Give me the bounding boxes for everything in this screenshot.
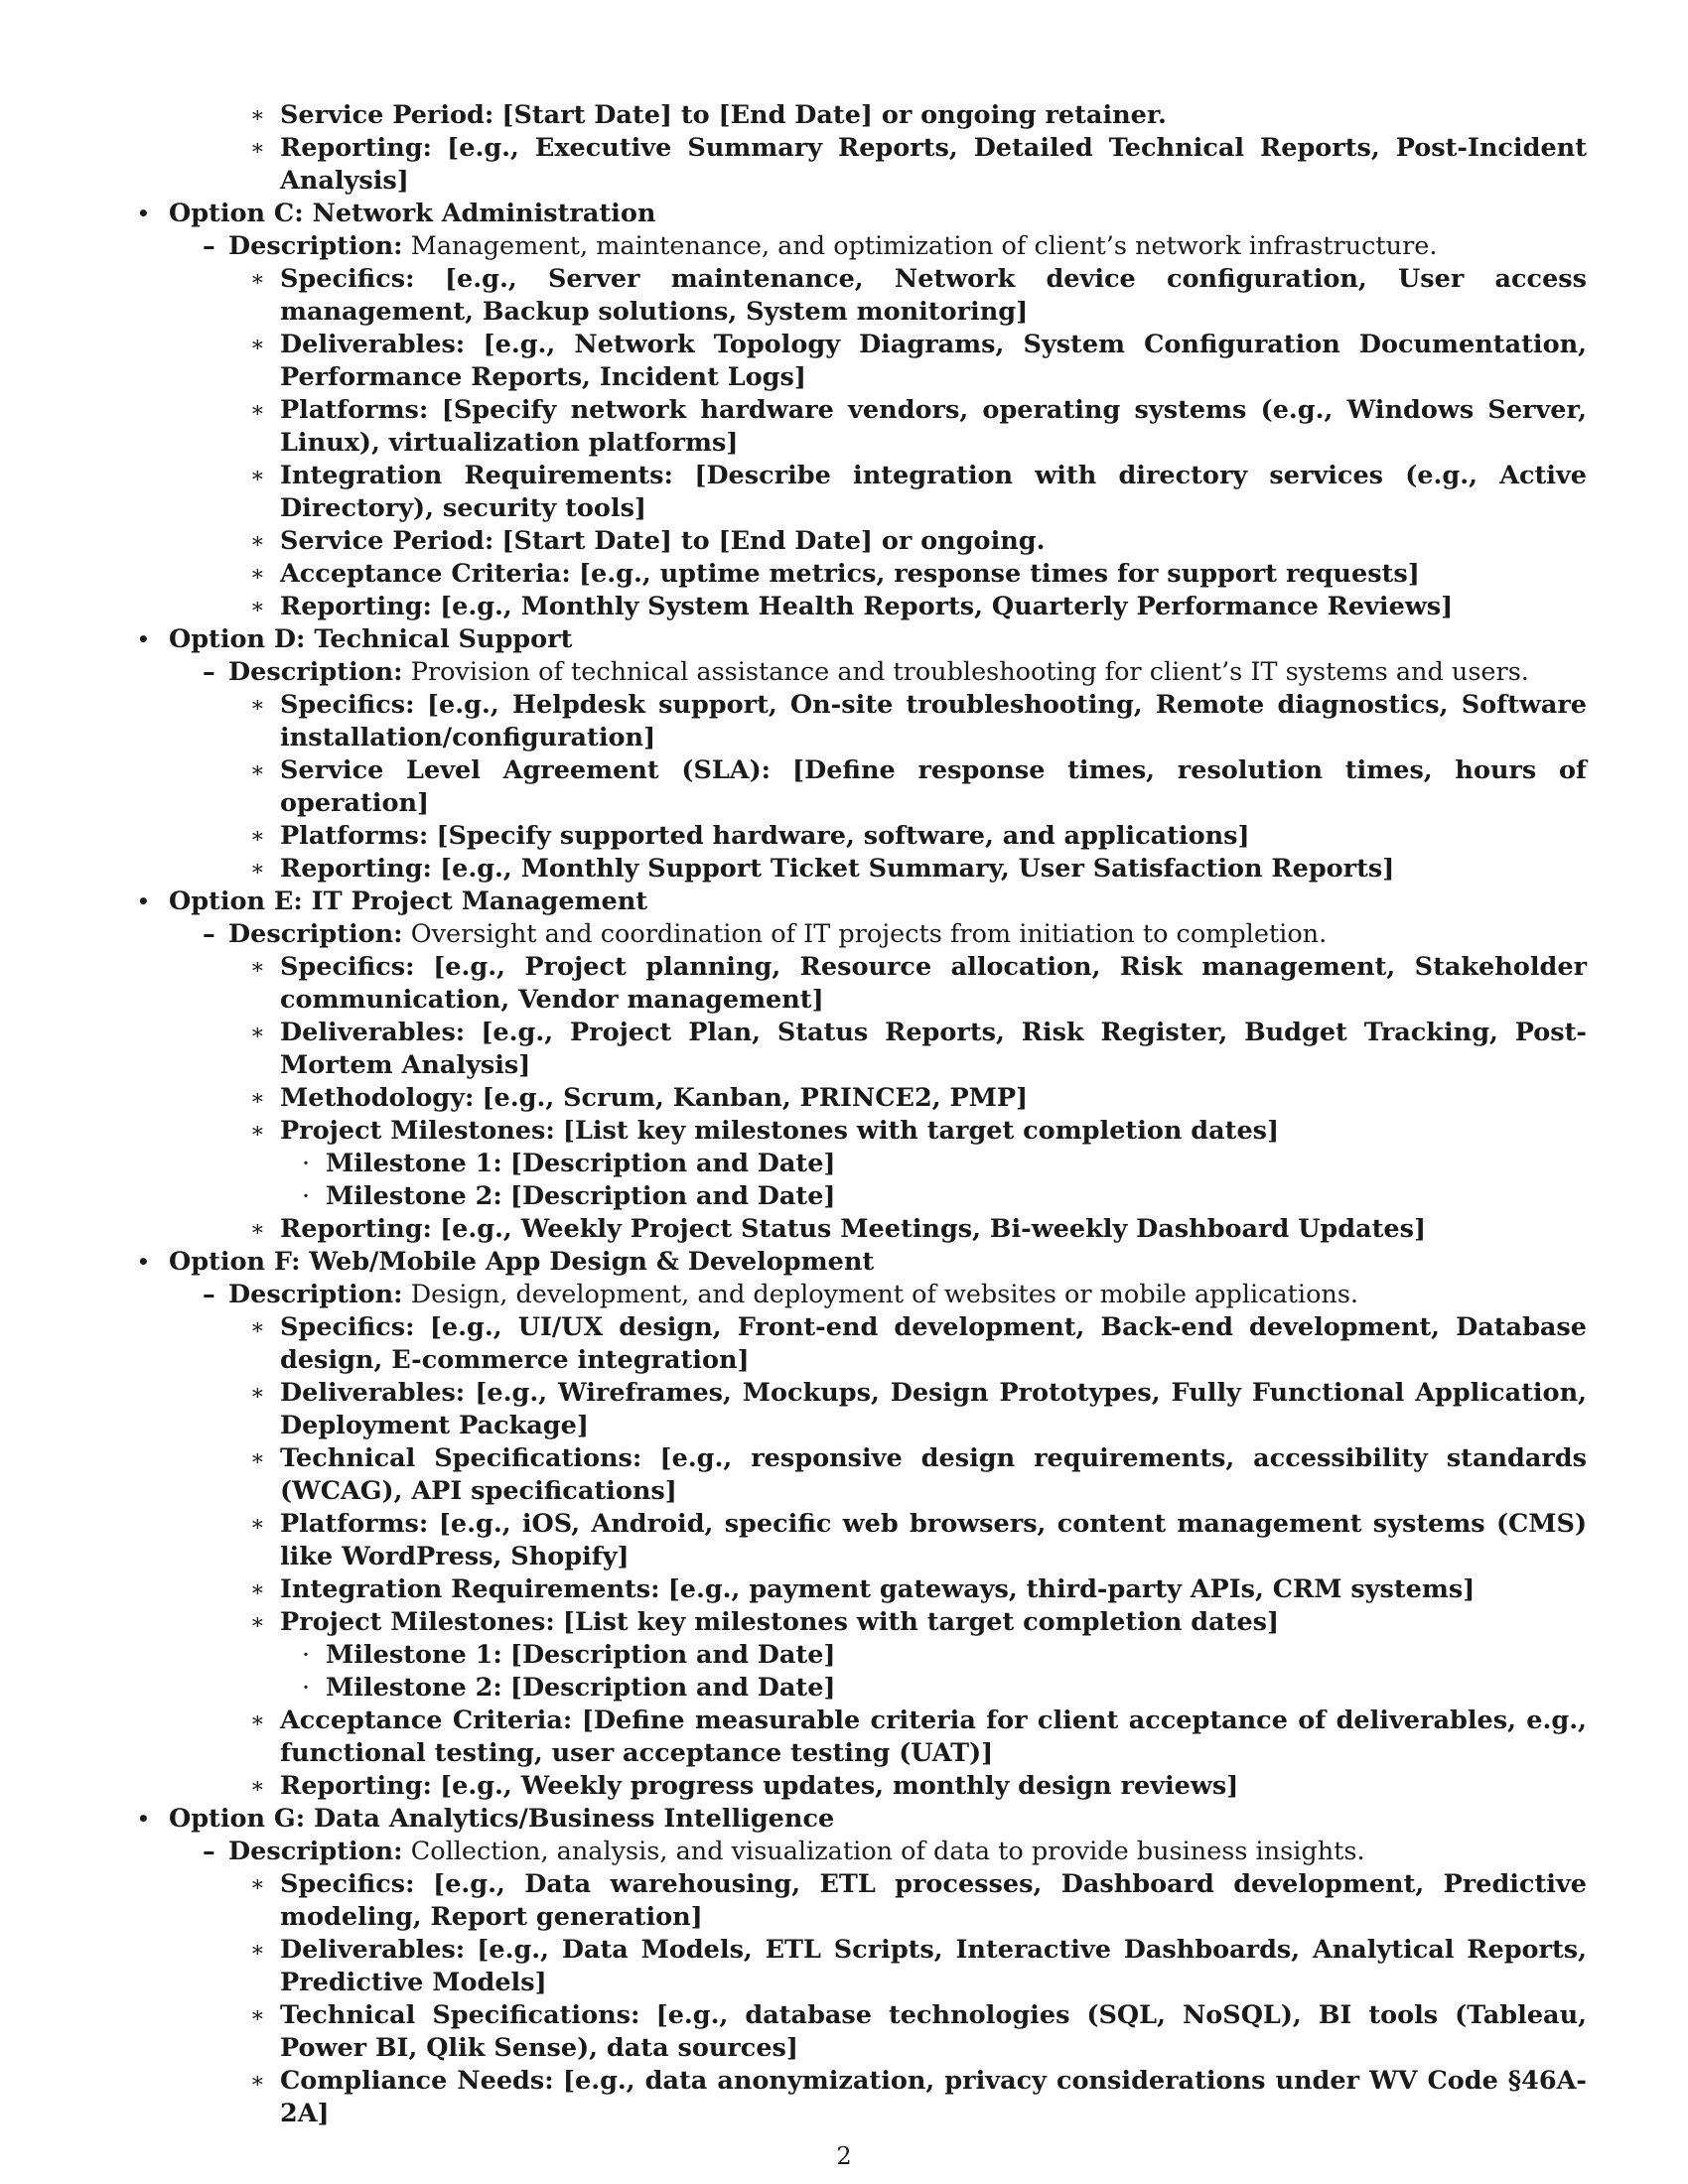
item-text: Oversight and coordination of IT projects from initiation to completion. [410, 919, 1328, 949]
item-text: [e.g., payment gateways, third-party APIs, CRM systems] [667, 1574, 1476, 1604]
option-detail [137, 1508, 1587, 1573]
bullet-marker: • [137, 202, 150, 225]
item-text: [Define response times, resolution times, hours of operation] [280, 755, 1587, 818]
option-heading [137, 1803, 1587, 1836]
option-detail [137, 1115, 1587, 1148]
bullet-marker: ∗ [250, 267, 265, 292]
bullet-marker: ∗ [250, 1446, 265, 1471]
option-description [137, 230, 1587, 263]
item-label: Deliverables: [280, 1018, 466, 1047]
option-detail [137, 591, 1587, 623]
option-detail [137, 1934, 1587, 1999]
option-description [137, 1836, 1587, 1868]
item-text: [e.g., Server maintenance, Network device configuration, User access management, Backup solutions, System monitoring] [280, 264, 1587, 327]
bullet-marker: ∗ [250, 136, 265, 161]
option-detail [137, 394, 1587, 460]
bullet-marker: ∗ [250, 562, 265, 587]
item-label: Platforms: [280, 821, 429, 851]
item-label: Acceptance Criteria: [280, 1706, 573, 1735]
bullet-marker: · [302, 1673, 311, 1703]
item-label: Acceptance Criteria: [280, 559, 571, 589]
option-detail [137, 1770, 1587, 1803]
option-detail [137, 525, 1587, 558]
item-text: [List key milestones with target completion dates] [562, 1607, 1280, 1637]
item-label: Platforms: [280, 395, 429, 425]
bullet-marker: ∗ [250, 857, 265, 882]
item-text: [e.g., Project planning, Resource allocation, Risk management, Stakeholder communication, Vendor management] [280, 952, 1588, 1015]
bullet-marker: ∗ [250, 824, 265, 849]
option-detail [137, 1442, 1587, 1508]
bullet-marker: · [302, 1149, 311, 1178]
item-label: Technical Specifications: [280, 1443, 642, 1473]
item-label: Service Level Agreement (SLA): [280, 755, 772, 785]
option-heading [137, 1246, 1587, 1279]
option-detail [137, 132, 1587, 198]
item-label: Description: [228, 657, 403, 687]
item-label: Reporting: [280, 133, 432, 163]
bullet-marker: ∗ [250, 595, 265, 619]
bullet-marker: ∗ [250, 2069, 265, 2094]
bullet-marker: ∗ [250, 1512, 265, 1537]
item-label: Milestone 2: [326, 1673, 502, 1703]
bullet-marker: · [302, 1640, 311, 1670]
item-label: Milestone 1: [326, 1640, 502, 1670]
item-text: [e.g., Data warehousing, ETL processes, Dashboard development, Predictive modeling, Report generation] [280, 1869, 1588, 1932]
item-text: [e.g., Data Models, ETL Scripts, Interactive Dashboards, Analytical Reports, Predictive Models] [280, 1935, 1588, 1997]
bullet-marker: ∗ [250, 1610, 265, 1635]
item-text: Provision of technical assistance and troubleshooting for client’s IT systems and users. [410, 657, 1529, 687]
item-label: Option C: Network Administration [169, 199, 656, 228]
item-text: Collection, analysis, and visualization of data to provide business insights. [410, 1837, 1365, 1866]
option-detail [137, 1213, 1587, 1246]
milestone-item [137, 1639, 1587, 1672]
bullet-marker: ∗ [250, 1774, 265, 1799]
service-options-list [137, 99, 1587, 2130]
option-detail [137, 951, 1587, 1017]
item-label: Deliverables: [280, 1378, 466, 1408]
item-text: [e.g., uptime metrics, response times for support requests] [578, 559, 1420, 589]
option-detail [137, 689, 1587, 754]
item-text: [e.g., Weekly Project Status Meetings, Bi-weekly Dashboard Updates] [440, 1214, 1427, 1244]
bullet-marker: ∗ [250, 1872, 265, 1897]
bullet-marker: ∗ [250, 103, 265, 128]
item-label: Milestone 1: [326, 1149, 502, 1178]
item-text: [e.g., responsive design requirements, accessibility standards (WCAG), API specifications] [280, 1443, 1587, 1506]
option-detail [137, 99, 1587, 132]
option-heading [137, 886, 1587, 918]
item-label: Project Milestones: [280, 1116, 555, 1146]
item-label: Technical Specifications: [280, 2000, 640, 2030]
bullet-marker: • [137, 889, 150, 913]
item-label: Service Period: [280, 526, 494, 556]
option-detail [137, 754, 1587, 820]
item-text: [e.g., iOS, Android, specific web browsers, content management systems (CMS) like WordPress, Shopify] [280, 1509, 1588, 1571]
item-label: Option E: IT Project Management [169, 887, 648, 916]
item-label: Specifics: [280, 690, 415, 720]
item-text: [e.g., Network Topology Diagrams, System Configuration Documentation, Performance Reports, Incident Logs] [280, 330, 1587, 392]
item-text: [Start Date] to [End Date] or ongoing retainer. [501, 100, 1167, 130]
item-label: Option F: Web/Mobile App Design & Development [169, 1247, 875, 1277]
milestone-item [137, 1180, 1587, 1213]
bullet-marker: – [203, 657, 215, 687]
item-label: Integration Requirements: [280, 1574, 660, 1604]
item-label: Specifics: [280, 1869, 415, 1899]
option-heading [137, 623, 1587, 656]
item-text: [e.g., UI/UX design, Front-end development, Back-end development, Database design, E-commerce integration] [280, 1312, 1588, 1375]
option-detail [137, 460, 1587, 525]
bullet-marker: – [203, 919, 215, 949]
option-detail [137, 1606, 1587, 1639]
item-label: Reporting: [280, 1214, 432, 1244]
item-label: Reporting: [280, 1771, 432, 1801]
bullet-marker: ∗ [250, 1708, 265, 1733]
bullet-marker: – [203, 1280, 215, 1309]
item-text: Design, development, and deployment of websites or mobile applications. [410, 1280, 1359, 1309]
option-detail [137, 853, 1587, 886]
bullet-marker: ∗ [250, 955, 265, 980]
option-heading [137, 198, 1587, 230]
bullet-marker: ∗ [250, 1381, 265, 1406]
item-text: [e.g., Monthly System Health Reports, Quarterly Performance Reviews] [440, 592, 1454, 621]
item-text: [e.g., data anonymization, privacy considerations under WV Code §46A-2A] [280, 2066, 1587, 2128]
item-label: Methodology: [280, 1083, 475, 1113]
option-detail [137, 1573, 1587, 1606]
item-text: [Specify supported hardware, software, and applications] [436, 821, 1250, 851]
bullet-marker: ∗ [250, 529, 265, 554]
item-text: [Define measurable criteria for client acceptance of deliverables, e.g., functional testing, user acceptance testing (UAT)] [280, 1706, 1587, 1768]
bullet-marker: • [137, 627, 150, 651]
bullet-marker: – [203, 231, 215, 261]
bullet-marker: ∗ [250, 2003, 265, 2028]
item-label: Integration Requirements: [280, 461, 673, 490]
bullet-marker: ∗ [250, 464, 265, 488]
option-description [137, 656, 1587, 689]
option-detail [137, 2065, 1587, 2130]
item-label: Description: [228, 231, 403, 261]
option-detail [137, 1999, 1587, 2065]
bullet-marker: ∗ [250, 398, 265, 423]
item-label: Deliverables: [280, 330, 466, 359]
bullet-marker: – [203, 1837, 215, 1866]
option-detail [137, 1705, 1587, 1770]
item-label: Option G: Data Analytics/Business Intelligence [169, 1804, 835, 1834]
item-text: [e.g., database technologies (SQL, NoSQL), BI tools (Tableau, Power BI, Qlik Sense), data sources] [280, 2000, 1587, 2063]
option-description [137, 918, 1587, 951]
item-text: [e.g., Helpdesk support, On-site troubleshooting, Remote diagnostics, Software installation/configuration] [280, 690, 1587, 752]
item-text: [e.g., Weekly progress updates, monthly design reviews] [440, 1771, 1239, 1801]
item-text: [Start Date] to [End Date] or ongoing. [501, 526, 1046, 556]
bullet-marker: ∗ [250, 1577, 265, 1602]
item-text: Management, maintenance, and optimization of client’s network infrastructure. [410, 231, 1438, 261]
bullet-marker: ∗ [250, 1119, 265, 1144]
bullet-marker: ∗ [250, 758, 265, 783]
item-label: Service Period: [280, 100, 494, 130]
item-text: [List key milestones with target completion dates] [562, 1116, 1280, 1146]
option-detail [137, 1311, 1587, 1377]
item-label: Project Milestones: [280, 1607, 555, 1637]
item-text: [e.g., Monthly Support Ticket Summary, User Satisfaction Reports] [440, 854, 1395, 884]
option-detail [137, 1377, 1587, 1442]
item-label: Reporting: [280, 854, 432, 884]
item-label: Specifics: [280, 1312, 415, 1342]
item-label: Milestone 2: [326, 1181, 502, 1211]
item-label: Specifics: [280, 264, 415, 294]
option-detail [137, 263, 1587, 329]
item-text: [Description and Date] [509, 1149, 836, 1178]
option-description [137, 1279, 1587, 1311]
item-label: Description: [228, 1280, 403, 1309]
bullet-marker: • [137, 1807, 150, 1831]
item-text: [e.g., Scrum, Kanban, PRINCE2, PMP] [482, 1083, 1029, 1113]
item-label: Compliance Needs: [280, 2066, 554, 2096]
item-label: Description: [228, 1837, 403, 1866]
item-text: [Description and Date] [509, 1181, 836, 1211]
option-detail [137, 329, 1587, 394]
bullet-marker: ∗ [250, 1086, 265, 1111]
bullet-marker: ∗ [250, 1938, 265, 1963]
item-label: Reporting: [280, 592, 432, 621]
bullet-marker: ∗ [250, 1021, 265, 1045]
bullet-marker: ∗ [250, 1315, 265, 1340]
item-text: [e.g., Executive Summary Reports, Detailed Technical Reports, Post-Incident Analysis] [280, 133, 1587, 196]
item-label: Option D: Technical Support [169, 624, 573, 654]
bullet-marker: • [137, 1250, 150, 1274]
option-detail [137, 1017, 1587, 1082]
option-detail [137, 820, 1587, 853]
bullet-marker: · [302, 1181, 311, 1211]
item-label: Description: [228, 919, 403, 949]
item-text: [Description and Date] [509, 1673, 836, 1703]
item-text: [Description and Date] [509, 1640, 836, 1670]
option-detail [137, 1868, 1587, 1934]
item-label: Platforms: [280, 1509, 429, 1539]
milestone-item [137, 1672, 1587, 1705]
item-text: [e.g., Wireframes, Mockups, Design Prototypes, Fully Functional Application, Deployment Package] [280, 1378, 1587, 1440]
bullet-marker: ∗ [250, 693, 265, 718]
item-label: Specifics: [280, 952, 415, 982]
item-label: Deliverables: [280, 1935, 466, 1965]
option-detail [137, 1082, 1587, 1115]
milestone-item [137, 1148, 1587, 1180]
item-text: [Specify network hardware vendors, operating systems (e.g., Windows Server, Linux), virtualization platforms] [280, 395, 1587, 458]
option-detail [137, 558, 1587, 591]
item-text: [e.g., Project Plan, Status Reports, Risk Register, Budget Tracking, Post-Mortem Analysis] [280, 1018, 1587, 1080]
bullet-marker: ∗ [250, 333, 265, 357]
item-text: [Describe integration with directory services (e.g., Active Directory), security tools] [280, 461, 1588, 523]
page-number: 2 [836, 2142, 852, 2170]
bullet-marker: ∗ [250, 1217, 265, 1242]
